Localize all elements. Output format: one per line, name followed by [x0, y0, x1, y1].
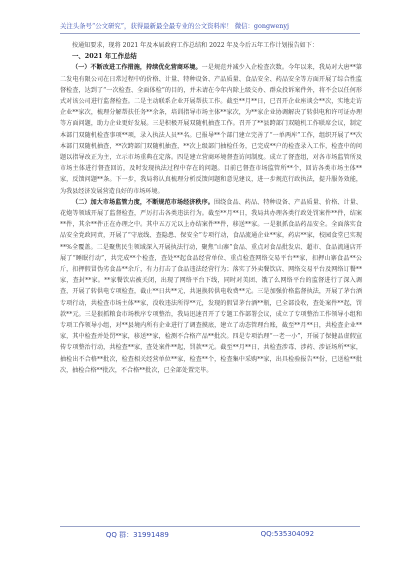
paragraph-2: [60, 197, 362, 376]
section-title: 一、2021 年工作总结: [72, 52, 137, 61]
page-footer: [60, 530, 360, 540]
paragraph-2-lead: （二）加大市场监管力度，不断规范市场经济秩序。: [72, 198, 214, 206]
header-divider: [60, 33, 360, 34]
intro-paragraph: 按通知要求，现将 2021 年及本届政府工作总结和 2022 年及今后五年工作计划报告如下：: [72, 42, 318, 49]
footer-qq-group: QQ 群：31991489: [105, 531, 169, 539]
paragraph-1-lead: （一）不断改进工作措施，持续优化营商环境。: [72, 64, 202, 72]
paragraph-2-text: 围绕食品、药品、特种设备、产品质量、价格、计量、花炮等领域开展了监督检查，严厉打击各类违法行为。截至**月**日，我局共办理各类行政处罚案件**件，结案**件，其余**件正在办理之中。其中五万元以上办结案件**件，移送**家。一是狠抓食品药品安全。全面落实食品安全党政同责，开展了“守底线、查隐患、保安全”专项行动，食品流通企业**家，药店**家，校园食堂已实现**%全覆盖。二是聚焦民生领域深入开展执法行动，聚焦“山寨”食品、重点对食品批发店、超市、食品流通店开展了“睡眠行动”，共完成**个检查，查处**起食品经营单位、重点检查网络交易平台**家，扣押山寨食品**公斤，扣押假冒伪劣食品**余斤，有力打击了食品违法经营行为；落实了外卖餐饮店、网络交易平台及网络订餐**家，查封**家。**家餐饮店被关闭，出现了网络平台下线，同时对美团、饿了么网络平台的监督进行了深入调查，开展了转供电专项检查，截止**日共**元，共退换转供电收费**元。三是加强价格监督执法，开展了茅台酒专项行动，共检查市场主体**家，没收违法所得**元，发现的假冒茅台酒**瓶，已全部没收，查处案件**起，罚款**元。三是狠抓粮食市场秩序专项整治，我局迅速召开了专题工作部署会议，成立了专项整治工作领导小组和专项工作领导小组，对**县境内所有企业进行了调查摸底，建立了动态管理台账，截至**月**日，共检查企业**家，其中检查并处罚**家，移送**家，检测不合格产品**批次。四是专项治理“一老一小”，开展了保健品虚假宣传专项整治行动，共检查**家，查处案件**起，罚款**元。截至**月**日，共检查涉毒、涉药、涉证场所**家，抽检出不合格**批次，检查相关经营单位**家，检查**个，检查集中采购**家，出具检验报告**份，已送检**批次，抽检合格**批次，不合格**批次，已全部处置完毕。: [60, 198, 362, 374]
footer-qq: QQ:535304092: [260, 530, 315, 538]
paragraph-1: [60, 62, 362, 196]
paragraph-1-text: 一是规范并减少入企检查次数。今年以来，我局对大唐**第二发电有限公司在日常过程中的价格、计量、特种设备、产品质量、食品安全、药品安全等方面开展了综合性监督检查，达到了“一次检查、全面体检”的目的，并未请在今年内除上级交办、群众投诉案件外，将不会以任何形式对该公司进行监督检查。二是主动联系企业开展帮扶工作。截至**月**日，已召开企业座谈会**次，实地走访企业**家次，梳理分解帮扶任务**余条，培训指导市场主体**家次，为**家企业协调解决了转供电和许可证办理等方面问题，助力企业更好发展。三是积极开展双随机抽查工作。召开了**县跨部门双随机工作联席会议，制定本部门双随机检查事项**项，录入执法人员**名。已报导**个部门建立完善了“一单两库”工作，组织开展了**次本部门双随机抽查，**次跨部门双随机抽查，**次上级部门抽检任务，已完成**户的检查录入工作，检查中的问题以指导改正为主，立示市场重典在定落。四是建立营商环境督查访问制度。成立了督查组，对各市场监管所及市场主体进行督查回访，及时发现执法过程中存在的问题。目前已督查市场监管所**个，回访各类市场主体**家，反馈问题**条。下一步，我局将认真梳理分析反馈问题和意见建议，进一步规范行政执法，提升服务效能，为我县经济发展营造良好的市场环境。: [60, 64, 362, 195]
footer-divider: [60, 526, 360, 527]
page-header: 关注头条号“公文研究”，获得最新最全最专业的公文资料库！ 微信：gongwenyj: [60, 22, 289, 30]
document-body: [60, 40, 362, 376]
